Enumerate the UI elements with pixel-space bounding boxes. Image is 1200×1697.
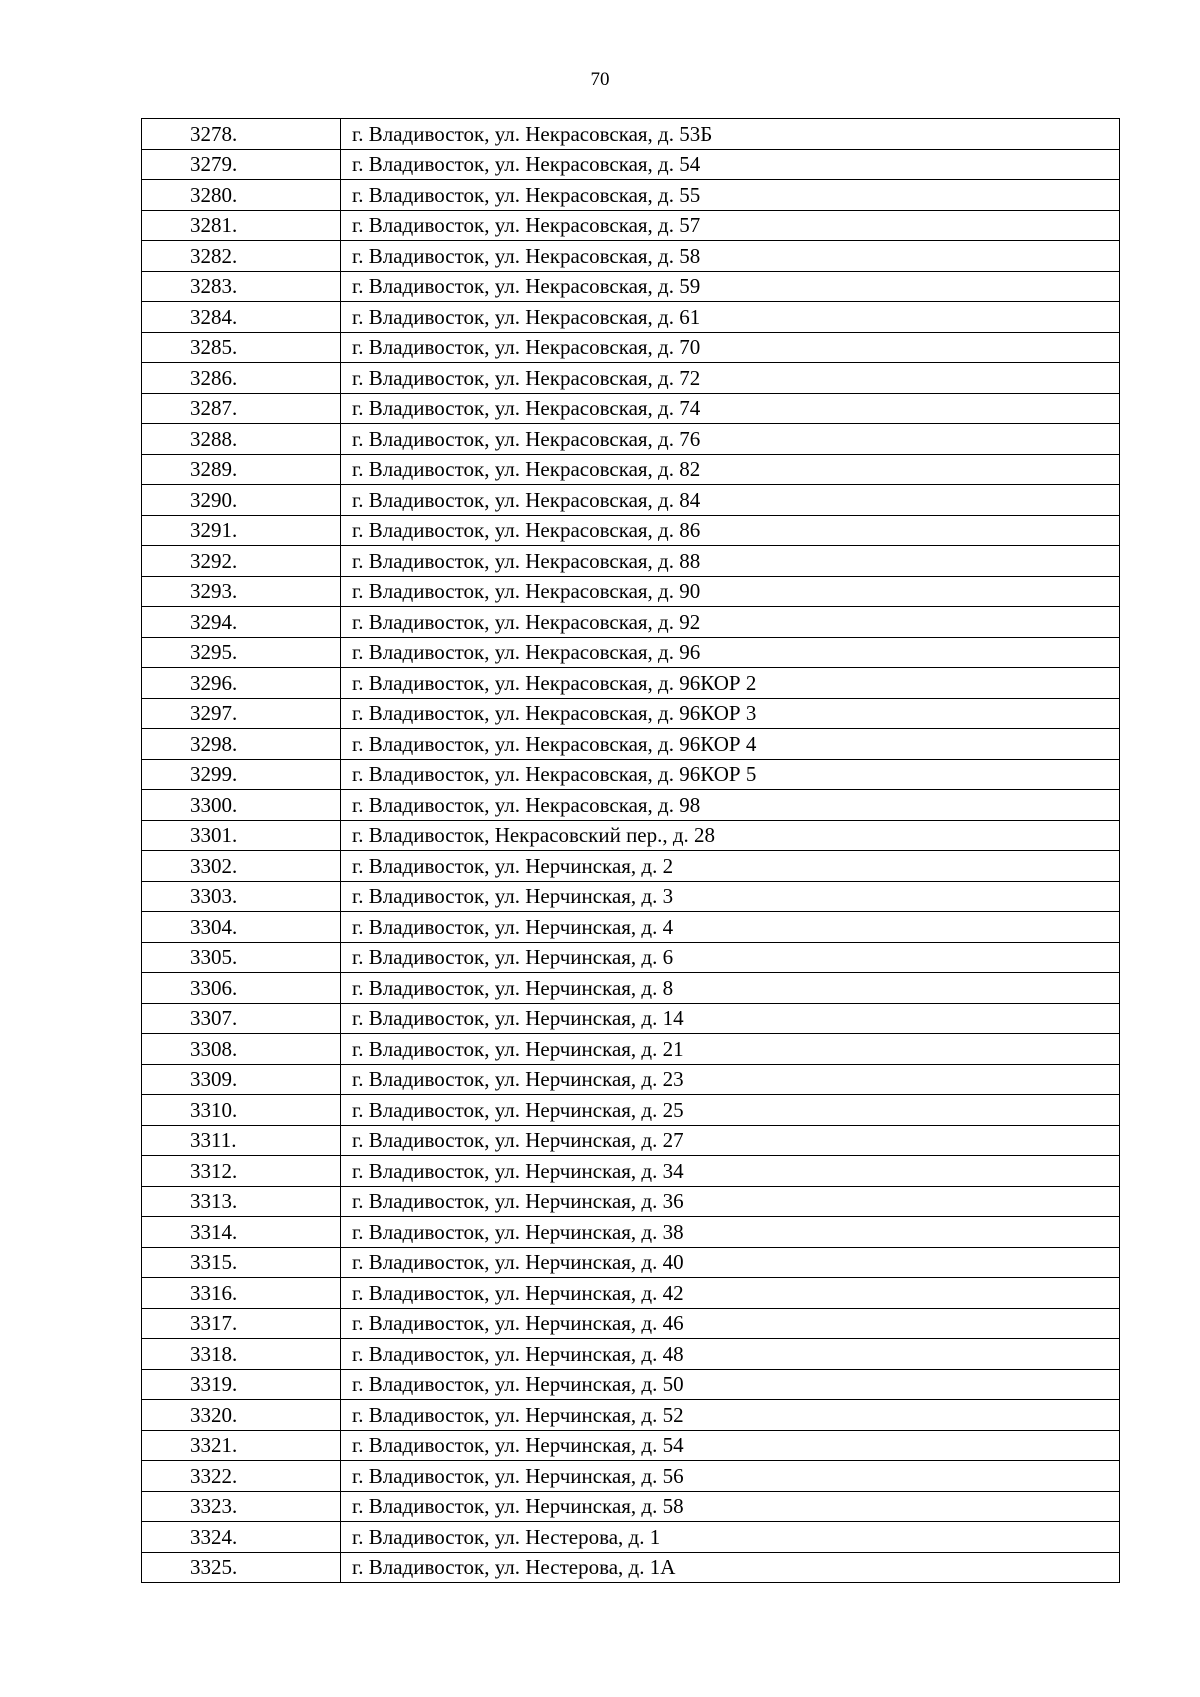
table-row xyxy=(142,210,1120,241)
address-cell: г. Владивосток, ул. Нерчинская, д. 38 xyxy=(341,1217,1120,1248)
address-cell: г. Владивосток, ул. Нестерова, д. 1А xyxy=(341,1552,1120,1583)
row-number-cell: 3318. xyxy=(142,1339,341,1370)
address-cell: г. Владивосток, Некрасовский пер., д. 28 xyxy=(341,820,1120,851)
table-row xyxy=(142,698,1120,729)
table-row xyxy=(142,1247,1120,1278)
address-cell: г. Владивосток, ул. Некрасовская, д. 84 xyxy=(341,485,1120,516)
address-cell: г. Владивосток, ул. Нерчинская, д. 23 xyxy=(341,1064,1120,1095)
row-number-cell: 3280. xyxy=(142,180,341,211)
row-number-cell: 3287. xyxy=(142,393,341,424)
address-cell: г. Владивосток, ул. Некрасовская, д. 90 xyxy=(341,576,1120,607)
table-row xyxy=(142,881,1120,912)
table-row xyxy=(142,1522,1120,1553)
address-cell: г. Владивосток, ул. Некрасовская, д. 92 xyxy=(341,607,1120,638)
row-number-cell: 3288. xyxy=(142,424,341,455)
address-cell: г. Владивосток, ул. Нерчинская, д. 58 xyxy=(341,1491,1120,1522)
table-row xyxy=(142,851,1120,882)
address-cell: г. Владивосток, ул. Некрасовская, д. 72 xyxy=(341,363,1120,394)
address-cell: г. Владивосток, ул. Нерчинская, д. 6 xyxy=(341,942,1120,973)
table-row xyxy=(142,302,1120,333)
row-number-cell: 3300. xyxy=(142,790,341,821)
row-number-cell: 3305. xyxy=(142,942,341,973)
table-row xyxy=(142,1217,1120,1248)
address-cell: г. Владивосток, ул. Нерчинская, д. 54 xyxy=(341,1430,1120,1461)
table-row xyxy=(142,119,1120,150)
table-row xyxy=(142,363,1120,394)
address-cell: г. Владивосток, ул. Некрасовская, д. 96 xyxy=(341,637,1120,668)
table-row xyxy=(142,241,1120,272)
table-row xyxy=(142,271,1120,302)
address-cell: г. Владивосток, ул. Некрасовская, д. 61 xyxy=(341,302,1120,333)
table-row xyxy=(142,576,1120,607)
row-number-cell: 3308. xyxy=(142,1034,341,1065)
address-cell: г. Владивосток, ул. Некрасовская, д. 88 xyxy=(341,546,1120,577)
address-cell: г. Владивосток, ул. Нерчинская, д. 50 xyxy=(341,1369,1120,1400)
row-number-cell: 3284. xyxy=(142,302,341,333)
address-cell: г. Владивосток, ул. Нерчинская, д. 8 xyxy=(341,973,1120,1004)
row-number-cell: 3323. xyxy=(142,1491,341,1522)
address-cell: г. Владивосток, ул. Нерчинская, д. 52 xyxy=(341,1400,1120,1431)
address-cell: г. Владивосток, ул. Некрасовская, д. 74 xyxy=(341,393,1120,424)
address-cell: г. Владивосток, ул. Некрасовская, д. 96КОР 3 xyxy=(341,698,1120,729)
row-number-cell: 3325. xyxy=(142,1552,341,1583)
page-number: 70 xyxy=(590,69,610,90)
row-number-cell: 3315. xyxy=(142,1247,341,1278)
row-number-cell: 3298. xyxy=(142,729,341,760)
row-number-cell: 3311. xyxy=(142,1125,341,1156)
address-cell: г. Владивосток, ул. Некрасовская, д. 57 xyxy=(341,210,1120,241)
address-cell: г. Владивосток, ул. Нерчинская, д. 34 xyxy=(341,1156,1120,1187)
table-row xyxy=(142,1369,1120,1400)
table-row xyxy=(142,668,1120,699)
table-row xyxy=(142,820,1120,851)
row-number-cell: 3304. xyxy=(142,912,341,943)
address-cell: г. Владивосток, ул. Некрасовская, д. 86 xyxy=(341,515,1120,546)
row-number-cell: 3293. xyxy=(142,576,341,607)
row-number-cell: 3317. xyxy=(142,1308,341,1339)
address-cell: г. Владивосток, ул. Нерчинская, д. 3 xyxy=(341,881,1120,912)
table-row xyxy=(142,1034,1120,1065)
table-row xyxy=(142,1308,1120,1339)
row-number-cell: 3320. xyxy=(142,1400,341,1431)
address-cell: г. Владивосток, ул. Нерчинская, д. 2 xyxy=(341,851,1120,882)
address-cell: г. Владивосток, ул. Некрасовская, д. 96КОР 4 xyxy=(341,729,1120,760)
row-number-cell: 3286. xyxy=(142,363,341,394)
row-number-cell: 3297. xyxy=(142,698,341,729)
row-number-cell: 3310. xyxy=(142,1095,341,1126)
row-number-cell: 3313. xyxy=(142,1186,341,1217)
address-cell: г. Владивосток, ул. Некрасовская, д. 70 xyxy=(341,332,1120,363)
address-cell: г. Владивосток, ул. Некрасовская, д. 53Б xyxy=(341,119,1120,150)
table-row xyxy=(142,759,1120,790)
row-number-cell: 3324. xyxy=(142,1522,341,1553)
table-row xyxy=(142,912,1120,943)
table-row xyxy=(142,607,1120,638)
address-cell: г. Владивосток, ул. Нерчинская, д. 25 xyxy=(341,1095,1120,1126)
table-row xyxy=(142,424,1120,455)
address-cell: г. Владивосток, ул. Нерчинская, д. 27 xyxy=(341,1125,1120,1156)
table-row xyxy=(142,1186,1120,1217)
row-number-cell: 3312. xyxy=(142,1156,341,1187)
address-cell: г. Владивосток, ул. Некрасовская, д. 98 xyxy=(341,790,1120,821)
row-number-cell: 3279. xyxy=(142,149,341,180)
table-row xyxy=(142,1125,1120,1156)
address-table xyxy=(141,118,1120,1583)
table-row xyxy=(142,515,1120,546)
address-cell: г. Владивосток, ул. Некрасовская, д. 58 xyxy=(341,241,1120,272)
address-cell: г. Владивосток, ул. Нерчинская, д. 46 xyxy=(341,1308,1120,1339)
address-cell: г. Владивосток, ул. Нерчинская, д. 48 xyxy=(341,1339,1120,1370)
address-cell: г. Владивосток, ул. Нерчинская, д. 40 xyxy=(341,1247,1120,1278)
address-cell: г. Владивосток, ул. Некрасовская, д. 59 xyxy=(341,271,1120,302)
table-row xyxy=(142,1278,1120,1309)
table-row xyxy=(142,332,1120,363)
row-number-cell: 3321. xyxy=(142,1430,341,1461)
address-cell: г. Владивосток, ул. Некрасовская, д. 96КОР 2 xyxy=(341,668,1120,699)
table-row xyxy=(142,1003,1120,1034)
address-cell: г. Владивосток, ул. Нерчинская, д. 14 xyxy=(341,1003,1120,1034)
table-row xyxy=(142,1400,1120,1431)
row-number-cell: 3292. xyxy=(142,546,341,577)
table-row xyxy=(142,973,1120,1004)
address-cell: г. Владивосток, ул. Некрасовская, д. 96КОР 5 xyxy=(341,759,1120,790)
table-row xyxy=(142,1491,1120,1522)
table-row xyxy=(142,454,1120,485)
address-cell: г. Владивосток, ул. Некрасовская, д. 76 xyxy=(341,424,1120,455)
row-number-cell: 3283. xyxy=(142,271,341,302)
table-row xyxy=(142,1339,1120,1370)
address-cell: г. Владивосток, ул. Нерчинская, д. 21 xyxy=(341,1034,1120,1065)
row-number-cell: 3322. xyxy=(142,1461,341,1492)
row-number-cell: 3294. xyxy=(142,607,341,638)
table-row xyxy=(142,637,1120,668)
row-number-cell: 3289. xyxy=(142,454,341,485)
table-row xyxy=(142,485,1120,516)
address-cell: г. Владивосток, ул. Некрасовская, д. 55 xyxy=(341,180,1120,211)
table-row xyxy=(142,1552,1120,1583)
table-row xyxy=(142,942,1120,973)
table-row xyxy=(142,1430,1120,1461)
address-cell: г. Владивосток, ул. Нерчинская, д. 56 xyxy=(341,1461,1120,1492)
row-number-cell: 3278. xyxy=(142,119,341,150)
row-number-cell: 3282. xyxy=(142,241,341,272)
row-number-cell: 3285. xyxy=(142,332,341,363)
row-number-cell: 3299. xyxy=(142,759,341,790)
row-number-cell: 3309. xyxy=(142,1064,341,1095)
row-number-cell: 3281. xyxy=(142,210,341,241)
row-number-cell: 3307. xyxy=(142,1003,341,1034)
row-number-cell: 3301. xyxy=(142,820,341,851)
row-number-cell: 3295. xyxy=(142,637,341,668)
table-row xyxy=(142,393,1120,424)
table-row xyxy=(142,1095,1120,1126)
address-cell: г. Владивосток, ул. Некрасовская, д. 54 xyxy=(341,149,1120,180)
table-row xyxy=(142,1156,1120,1187)
table-row xyxy=(142,546,1120,577)
address-cell: г. Владивосток, ул. Некрасовская, д. 82 xyxy=(341,454,1120,485)
row-number-cell: 3302. xyxy=(142,851,341,882)
table-row xyxy=(142,180,1120,211)
address-table-body xyxy=(142,119,1120,1583)
table-row xyxy=(142,1461,1120,1492)
address-cell: г. Владивосток, ул. Нерчинская, д. 36 xyxy=(341,1186,1120,1217)
table-row xyxy=(142,1064,1120,1095)
table-row xyxy=(142,149,1120,180)
row-number-cell: 3306. xyxy=(142,973,341,1004)
row-number-cell: 3290. xyxy=(142,485,341,516)
table-row xyxy=(142,790,1120,821)
address-cell: г. Владивосток, ул. Нестерова, д. 1 xyxy=(341,1522,1120,1553)
row-number-cell: 3314. xyxy=(142,1217,341,1248)
row-number-cell: 3319. xyxy=(142,1369,341,1400)
row-number-cell: 3316. xyxy=(142,1278,341,1309)
row-number-cell: 3296. xyxy=(142,668,341,699)
table-row xyxy=(142,729,1120,760)
row-number-cell: 3303. xyxy=(142,881,341,912)
address-cell: г. Владивосток, ул. Нерчинская, д. 4 xyxy=(341,912,1120,943)
address-cell: г. Владивосток, ул. Нерчинская, д. 42 xyxy=(341,1278,1120,1309)
row-number-cell: 3291. xyxy=(142,515,341,546)
